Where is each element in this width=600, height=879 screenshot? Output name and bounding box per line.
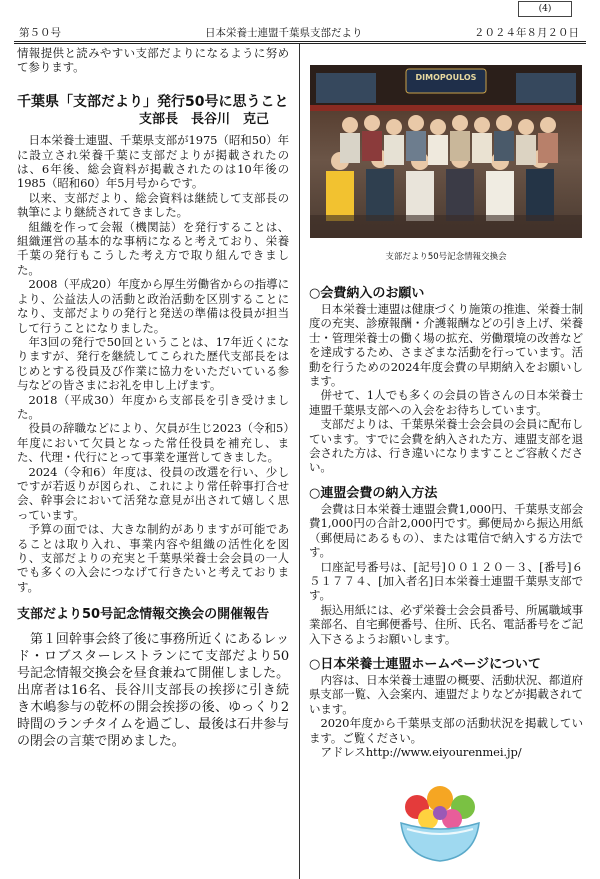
article1-paragraph: 2008（平成20）年度から厚生労働省からの指導により、公益法人の活動と政治活動を区別することになり、支部だよりの発行と発送の準備は役員が担当して行うことになりました。: [17, 277, 289, 335]
fruit-bowl-icon: [395, 777, 485, 865]
group-photo-illustration: [310, 65, 582, 238]
dues-request-paragraph: 支部だよりは、千葉県栄養士会会員の会員に配布しています。すでに会費を納入された方、連盟支部を退会された方は、行き違いになりますことご容赦ください。: [309, 417, 583, 475]
event-group-photo: [310, 65, 582, 238]
page-header: [17, 25, 583, 39]
right-column: [309, 285, 583, 759]
article1-paragraph: 2018（平成30）年度から支部長を引き受けました。: [17, 392, 289, 421]
article1-paragraph: 2024（令和6）年度は、役員の改選を行い、少しですが若返りが図られ、これにより常任幹事打合せ会、幹事会において活発な意見が出されて嬉しく思っています。: [17, 464, 289, 522]
newsletter-title: 日本栄養士連盟千葉県支部だより: [205, 27, 363, 39]
payment-method-paragraph: 口座記号番号は、[記号]００１２０－３、[番号]６５１７７４、[加入者名]日本栄養士連盟千葉県支部です。: [309, 559, 583, 603]
article2-paragraph: 第１回幹事会終了後に事務所近くにあるレッド・ロブスターレストランにて支部だより50号記念情報交換会を昼食兼ねて開催しました。出席者は16名、長谷川支部長の挨拶に引き続き木嶋参与の乾杯の開会挨拶の後、ゆっくり2時間のランチタイムを過ごし、最後は石井参与の閉会の言葉で閉めました。: [17, 632, 289, 750]
article2-title: 支部だより50号記念情報交換会の開催報告: [17, 607, 270, 623]
dues-request-paragraph: 日本栄養士連盟は健康づくり施策の推進、栄養士制度の充実、診療報酬・介護報酬などの引き上げ、栄養士・管理栄養士の働く場の拡充、労働環境の改善などを達成するため、さまざまな活動を行っています。活動を行うための2024年度会費の早期納入をお願いします。: [309, 302, 583, 389]
homepage-paragraph: 2020年度から千葉県支部の活動状況を掲載しています。ご覧ください。: [309, 716, 583, 745]
photo-sign-text: DIMOPOULOS: [415, 73, 477, 82]
page-number: (4): [518, 1, 572, 17]
left-column: [17, 46, 289, 750]
article1-paragraph: 日本栄養士連盟、千葉県支部が1975（昭和50）年に設立され栄養千葉に支部だよりが掲載されたのは、6年後、総会資料が掲載されたのは10年後の1985（昭和60）年5月号からです。: [17, 133, 289, 191]
article1-author: 支部長 長谷川 克己: [138, 111, 269, 127]
article1-paragraph: 予算の面では、大きな制約がありますが可能であることは取り入れ、事業内容や組織の活性化を図り、支部だよりの充実と千葉県栄養士会会員の一人でも多くの入会につなげて行きたいと考えております。: [17, 522, 289, 594]
issue-number: 第５０号: [19, 27, 61, 39]
photo-caption: 支部だより50号記念情報交換会: [385, 252, 507, 262]
payment-method-title: ○連盟会費の納入方法: [309, 485, 438, 501]
intro-text: 情報提供と読みやすい支部だよりになるように努めて参ります。: [17, 46, 289, 75]
dues-request-title: ○会費納入のお願い: [309, 286, 425, 301]
payment-method-paragraph: 会費は日本栄養士連盟会費1,000円、千葉県支部会費1,000円の合計2,000円です。郵便局から振込用紙（郵便局にあるもの）、または電信で納入する方法です。: [309, 501, 583, 560]
dues-request-paragraph: 併せて、1人でも多くの会員の皆さんの日本栄養士連盟千葉県支部への入会をお待ちしています。: [309, 388, 583, 417]
article1-paragraph: 年3回の発行で50回ということは、17年近くになりますが、発行を継続してこられた歴代支部長をはじめとする役員及び作業に協力をいただいている参与などの皆さまにお礼を申し上げます。: [17, 334, 289, 393]
homepage-paragraph: 内容は、日本栄養士連盟の概要、活動状況、都道府県支部一覧、入会案内、連盟だよりなどが掲載されています。: [309, 672, 583, 716]
homepage-title: ○日本栄養士連盟ホームページについて: [309, 656, 541, 672]
article1-paragraph: 役員の辞職などにより、欠員が生じ2023（令和5）年度において欠員となった常任役員を補充し、また、代理・代行にとって事業を運営してきました。: [17, 421, 289, 465]
homepage-url: アドレスhttp://www.eiyourenmei.jp/: [320, 744, 522, 759]
column-divider: [299, 44, 300, 879]
header-rule-bottom: [14, 43, 586, 44]
header-rule-top: [14, 41, 586, 42]
payment-method-paragraph: 振込用紙には、必ず栄養士会会員番号、所属職域事業部名、自宅郵便番号、住所、氏名、電話番号をご記入下さるようお願いします。: [309, 602, 583, 646]
article1-paragraph: 組織を作って会報（機関誌）を発行することは、組織運営の基本的な事柄になると考えており、栄養千葉の発行もこうした考え方で取り組んできました。: [17, 219, 289, 277]
issue-date: ２０２４年８月２０日: [474, 27, 579, 39]
article1-paragraph: 以来、支部だより、総会資料は継続して支部長の執筆により継続されてきました。: [17, 190, 289, 220]
article1-title: 千葉県「支部だより」発行50号に思うこと: [17, 93, 289, 110]
